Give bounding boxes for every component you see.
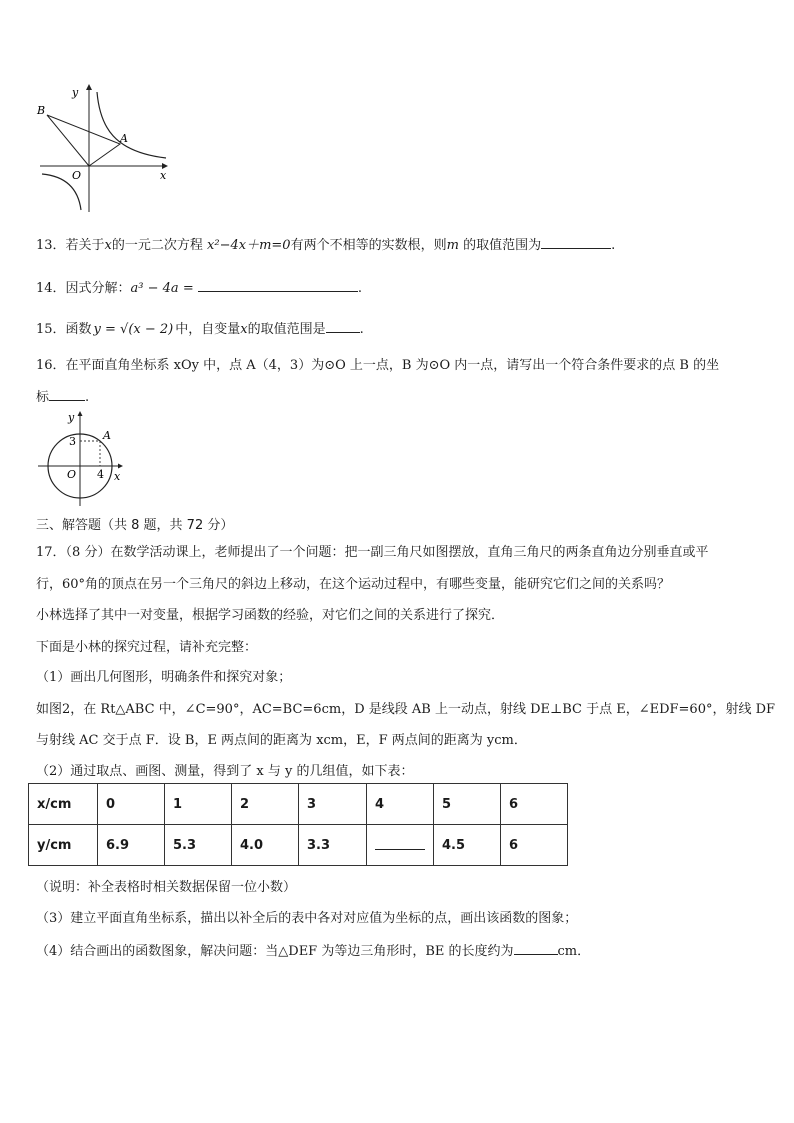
label-y: y xyxy=(68,411,75,424)
y-axis-arrow xyxy=(86,84,92,90)
q14-end: . xyxy=(357,281,362,296)
q15-var-x: x xyxy=(240,322,248,337)
q13-prefix: 13．若关于 xyxy=(36,238,105,253)
q13-var-x: x xyxy=(104,238,112,253)
q17-line-4: 下面是小林的探究过程，请补充完整： xyxy=(36,640,258,655)
q15-prefix: 15．函数 xyxy=(36,322,92,337)
q17-line-6: 如图2，在 Rt△ABC 中，∠C=90°，AC=BC=6cm，D 是线段 AB 上一动点，射线 DE⊥BC 于点 E，∠EDF=60°，射线 DF xyxy=(36,702,776,717)
q17-note: （说明：补全表格时相关数据保留一位小数） xyxy=(36,880,297,895)
q17-be-answer-blank[interactable] xyxy=(514,942,558,955)
label-O: O xyxy=(67,468,77,481)
q13-mid: 的一元二次方程 xyxy=(111,238,203,253)
label-x: x xyxy=(160,169,167,182)
table-cell: y/cm xyxy=(29,825,98,866)
table-answer-cell[interactable] xyxy=(367,825,434,866)
q14-answer-blank[interactable] xyxy=(198,279,358,292)
table-cell: 2 xyxy=(232,784,299,825)
question-16-line-1: 16．在平面直角坐标系 xOy 中，点 A（4，3）为⊙O 上一点，B 为⊙O 内一点，请写出一个符合条件要求的点 B 的坐 xyxy=(36,358,720,373)
table-cell: 3.3 xyxy=(299,825,367,866)
q17-line-2: 行，60°角的顶点在另一个三角尺的斜边上移动，在这个运动过程中，有哪些变量，能研究它们之间的关系吗？ xyxy=(36,577,671,592)
q17-line10-prefix: （4）结合画出的函数图象，解决问题：当△DEF 为等边三角形时，BE 的长度约为 xyxy=(36,944,514,959)
table-row xyxy=(29,825,568,866)
q13-suffix: 的取值范围为 xyxy=(463,238,542,253)
q13-answer-blank[interactable] xyxy=(541,236,611,249)
table-cell: 4 xyxy=(367,784,434,825)
circle-figure xyxy=(34,408,126,510)
table-row xyxy=(29,784,568,825)
label-y: y xyxy=(72,86,79,99)
label-B: B xyxy=(37,104,46,117)
y-axis-arrow xyxy=(78,411,83,416)
q13-var-m: m xyxy=(446,238,459,253)
q15-function: y = √(x − 2) xyxy=(93,322,174,337)
hyperbola-branch-1 xyxy=(97,92,166,158)
q16-end: . xyxy=(85,390,90,405)
q13-equation: x²−4x＋m=0 xyxy=(207,238,291,253)
hyperbola-figure xyxy=(34,82,174,217)
label-A: A xyxy=(120,132,128,145)
q14-prefix: 14．因式分解： xyxy=(36,281,131,296)
q17-line-8: （2）通过取点、画图、测量，得到了 x 与 y 的几组值，如下表： xyxy=(36,764,414,779)
question-14 xyxy=(36,277,362,296)
q13-mid2: 有两个不相等的实数根，则 xyxy=(290,238,447,253)
table-cell: 6.9 xyxy=(98,825,165,866)
table-cell: 1 xyxy=(165,784,232,825)
table-cell: 0 xyxy=(98,784,165,825)
q17-line-9: （3）建立平面直角坐标系，描出以补全后的表中各对对应值为坐标的点，画出该函数的图象； xyxy=(36,911,578,926)
q15-answer-blank[interactable] xyxy=(326,320,360,333)
label-x: x xyxy=(114,470,121,483)
table-cell: 4.0 xyxy=(232,825,299,866)
table-cell: 3 xyxy=(299,784,367,825)
q16-answer-blank[interactable] xyxy=(49,388,85,401)
q14-expression: a³ − 4a = xyxy=(130,281,194,296)
label-4: 4 xyxy=(97,468,104,481)
table-cell: x/cm xyxy=(29,784,98,825)
q17-table-blank[interactable] xyxy=(375,837,425,850)
q17-line-10 xyxy=(36,940,590,959)
table-cell: 6 xyxy=(501,784,568,825)
table-cell: 6 xyxy=(501,825,568,866)
q17-line-7: 与射线 AC 交于点 F．设 B，E 两点间的距离为 xcm，E，F 两点间的距离为 ycm． xyxy=(36,733,527,748)
q15-suffix: 的取值范围是 xyxy=(247,322,326,337)
label-3: 3 xyxy=(69,435,76,448)
q17-line-3: 小林选择了其中一对变量，根据学习函数的经验，对它们之间的关系进行了探究． xyxy=(36,608,505,623)
section-3-title: 三、解答题（共 8 题，共 72 分） xyxy=(36,518,234,533)
table-cell: 5.3 xyxy=(165,825,232,866)
question-13 xyxy=(36,234,615,253)
q15-end: . xyxy=(359,322,364,337)
q17-line-5: （1）画出几何图形，明确条件和探究对象； xyxy=(36,670,292,685)
table-cell: 5 xyxy=(434,784,501,825)
q13-end: . xyxy=(611,238,616,253)
table-cell: 4.5 xyxy=(434,825,501,866)
q17-line-1: 17．（8 分）在数学活动课上，老师提出了一个问题：把一副三角尺如图摆放，直角三角尺的两条直角边分别垂直或平 xyxy=(36,545,709,560)
q16-line2-prefix: 标 xyxy=(36,390,50,405)
label-O: O xyxy=(72,169,82,182)
xy-table xyxy=(28,783,568,866)
triangle-OAB xyxy=(47,115,120,166)
x-axis-arrow xyxy=(118,464,123,469)
q15-mid: 中，自变量 xyxy=(175,322,241,337)
question-15 xyxy=(36,318,364,337)
label-A: A xyxy=(103,429,111,442)
question-16-line-2 xyxy=(36,386,89,405)
q17-line10-suffix: cm． xyxy=(557,944,591,959)
